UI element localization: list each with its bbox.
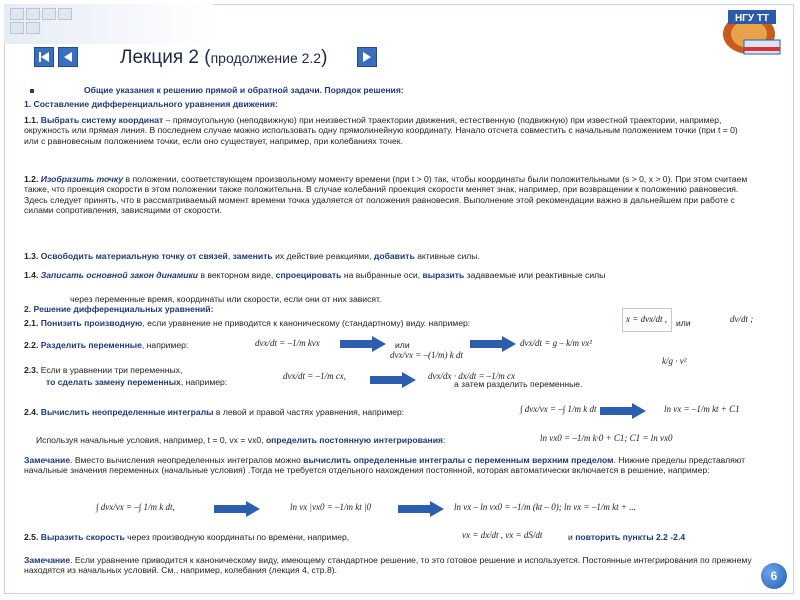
paragraph-2-5-repeat: и повторить пункты 2.2 -2.4 bbox=[568, 532, 686, 542]
paragraph-1-4: 1.4. Записать основной закон динамики в векторном виде, спроецировать на выбранные оси, выразить задаваемые или реактивные силы bbox=[24, 270, 606, 280]
formula-2-3-a: dvx/dt = –1/m cx, bbox=[283, 371, 347, 381]
university-logo bbox=[714, 6, 784, 58]
paragraph-2-2: 2.2. Разделить переменные, например: bbox=[24, 340, 189, 350]
corner-square bbox=[26, 22, 40, 34]
paragraph-1-1: 1.1. Выбрать систему координат – прямоугольную (неподвижную) при неизвестной траектории движения, естественную (подвижную) при известной траектории, например, окружность или прямая линия. В последнем случае можно использовать одну прямолинейную координату. Начало отсчета совместить с начальным положением точки (при t = 0) или с равновесным положением точки, если оно существует, например, при колебаниях точек. bbox=[24, 115, 738, 146]
paragraph-1-2: 1.2. Изобразить точку в положении, соответствующем произвольному моменту времени (при t > 0) так, чтобы координаты были положительными (s > 0, x > 0). При этом считаем также, что проекция скорости в этом положении также положительна. В случае колебаний проекция скорости меняет знак, например, при возвращении к положению равновесия. Здесь следует принять, что в рассматриваемый момент времени точка удаляется от положения равновесия. Выполнение этой рекомендации важно в дальнейшем при работе с силами сопротивления, зависящими от скорости. bbox=[24, 174, 748, 216]
skip-back-icon bbox=[38, 51, 50, 63]
arrow-right-icon bbox=[340, 336, 386, 352]
formula-2-6: vx = dx/dt , vx = dS/dt bbox=[462, 530, 543, 540]
corner-square bbox=[42, 8, 56, 20]
formula-2-4-c: ln vx0 = –1/m k·0 + C1; C1 = ln vx0 bbox=[540, 433, 673, 443]
first-slide-button[interactable] bbox=[34, 47, 54, 67]
page-title: Лекция 2 (продолжение 2.2) bbox=[120, 47, 328, 68]
paragraph-2-4-initial: Используя начальные условия, например, t = 0, vx = vx0, определить постоянную интегрирования: bbox=[36, 435, 446, 445]
formula-2-1-b: dv/dt ; bbox=[730, 314, 754, 324]
paragraph-2-4: 2.4. Вычислить неопределенные интегралы в левой и правой частях уравнения, например: bbox=[24, 407, 405, 417]
formula-2-1-c: k/g · v² bbox=[662, 356, 687, 366]
paragraph-1-4-continuation: через переменные время, координаты или скорости, если они от них зависят. bbox=[70, 294, 382, 304]
formula-2-3-b: dvx/dx · dx/dt = –1/m cx bbox=[428, 371, 516, 381]
paragraph-2-5: 2.5. Выразить скорость через производную координаты по времени, например, bbox=[24, 532, 350, 542]
arrow-right-icon bbox=[398, 501, 444, 517]
corner-square bbox=[58, 8, 72, 20]
paragraph-2-3: 2.3. Если в уравнении три переменных, bbox=[24, 365, 183, 375]
previous-slide-button[interactable] bbox=[58, 47, 78, 67]
section-2-heading: 2. Решение дифференциальных уравнений: bbox=[24, 304, 214, 314]
formula-2-2-b: dvx/vx = –(1/m) k dt bbox=[390, 350, 464, 360]
intro-heading: Общие указания к решению прямой и обратной задачи. Порядок решения: bbox=[84, 85, 404, 95]
arrow-right-icon bbox=[470, 336, 516, 352]
formula-2-5-c: ln vx – ln vx0 = –1/m (kt – 0); ln vx = –1/m kt + ... bbox=[454, 502, 636, 512]
formula-2-2-a: dvx/dt = –1/m kvx bbox=[255, 338, 320, 348]
paragraph-2-3-line2: то сделать замену переменных, например: bbox=[46, 377, 228, 387]
note-2: Замечание. Если уравнение приводится к каноническому виду, имеющему стандартное решение, то это готовое решение и используется. Постоянные интегрирования по прежнему находятся из начальных условий. См., например, колебания (лекция 4, стр.8). bbox=[24, 555, 752, 576]
formula-2-5-a: ∫ dvx/vx = –∫ 1/m k dt, bbox=[96, 502, 175, 512]
or-label: или bbox=[676, 318, 691, 328]
arrow-right-icon bbox=[370, 372, 416, 388]
corner-square bbox=[10, 8, 24, 20]
or-label: или bbox=[395, 340, 410, 350]
arrow-right-icon bbox=[361, 51, 373, 63]
note-1: Замечание. Вместо вычисления неопределенных интегралов можно вычислить определенные интегралы с переменным верхним пределом. Нижние пределы представляют начальные значения переменных (начальные условия) .Тогда не требуется отдельного нахождения постоянной, которая автоматически включается в решение, например: bbox=[24, 455, 746, 476]
section-1-heading: 1. Составление дифференциального уравнения движения: bbox=[24, 99, 278, 109]
bullet-icon bbox=[30, 89, 34, 93]
paragraph-2-1: 2.1. Понизить производную, если уравнение не приводится к каноническому (стандартному) виду. например: bbox=[24, 318, 471, 328]
next-slide-button[interactable] bbox=[357, 47, 377, 67]
arrow-left-icon bbox=[62, 51, 74, 63]
paragraph-2-3-then: а затем разделить переменные. bbox=[454, 379, 583, 389]
page-number-badge: 6 bbox=[761, 563, 787, 589]
paragraph-1-3: 1.3. Освободить материальную точку от связей, заменить их действие реакциями, добавить активные силы. bbox=[24, 251, 480, 261]
arrow-right-icon bbox=[600, 403, 646, 419]
formula-2-4-b: ln vx = –1/m kt + C1 bbox=[664, 404, 740, 414]
arrow-right-icon bbox=[214, 501, 260, 517]
corner-square bbox=[10, 22, 24, 34]
formula-2-2-c: dvx/dt = g – k/m vx² bbox=[520, 338, 592, 348]
corner-square bbox=[26, 8, 40, 20]
svg-text:НГУ ТТ: НГУ ТТ bbox=[734, 13, 770, 24]
formula-2-1-a: x = dvx/dt , bbox=[626, 314, 668, 324]
formula-2-5-b: ln vx |vx0 = –1/m kt |0 bbox=[290, 502, 371, 512]
formula-2-4-a: ∫ dvx/vx = –∫ 1/m k dt bbox=[520, 404, 597, 414]
